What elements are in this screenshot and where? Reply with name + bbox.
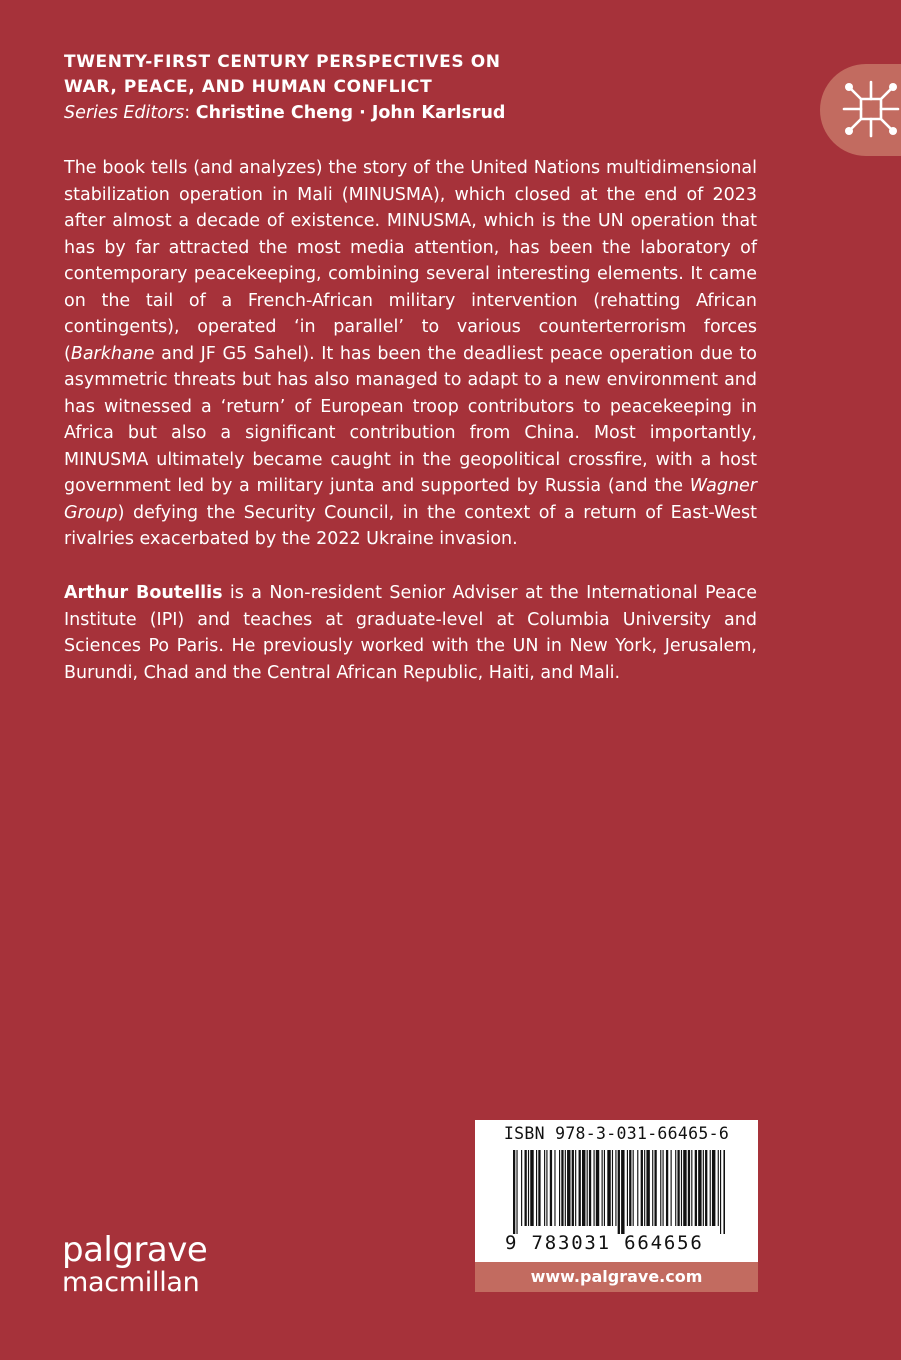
barcode-bar [554,1150,555,1226]
logo-line1: palgrave [62,1230,208,1270]
series-title-line1: TWENTY-FIRST CENTURY PERSPECTIVES ON [64,52,501,72]
barcode-bar [618,1150,620,1234]
barcode-bar [567,1150,570,1226]
barcode-bar [710,1150,711,1226]
barcode-bar [646,1150,649,1226]
barcode-bar [582,1150,585,1226]
barcode-bar [654,1150,656,1226]
barcode-bar [637,1150,638,1226]
barcode-bar [695,1150,697,1226]
barcode-bar [604,1150,605,1226]
barcode-bar [602,1150,603,1226]
barcode-bar [688,1150,690,1226]
barcode-bar [516,1150,517,1234]
barcode-bar [594,1150,595,1226]
series-editors [64,100,664,126]
barcode-bar [644,1150,645,1226]
barcode-bar [561,1150,563,1226]
isbn-text: ISBN 978-3-031-66465-6 [503,1124,730,1143]
logo-line2: macmillan [62,1267,200,1298]
barcode-bar [546,1150,547,1226]
description-em-wagner: Wagner Group [64,476,757,523]
barcode-bar [703,1150,704,1226]
website-url: www.palgrave.com [475,1262,758,1292]
imprint-tab [820,64,901,156]
barcode-bar [652,1150,653,1226]
barcode-bar [633,1150,634,1226]
series-title-line2: WAR, PEACE, AND HUMAN CONFLICT [64,77,433,97]
barcode-bar [641,1150,643,1226]
barcode-bar [525,1150,527,1226]
barcode-bar [723,1150,725,1234]
barcode-digits: 9 783031 664656 [505,1232,704,1254]
barcode-bar [607,1150,610,1226]
series-editors-names: Christine Cheng · John Karlsrud [195,103,506,123]
description-part2: and JF G5 Sahel). It has been the deadliest peace operation due to asymmetric threats but has also managed to adapt to a new environment and has witnessed a ‘return’ of European troop contributors to peacekeeping in Africa but also a significant contribution from China. Most importantly, MINUSMA ultimately became caught in the geopolitical crossfire, with a host government led by a military junta and supported by Russia (and the [64,343,757,496]
barcode-bar [559,1150,560,1226]
barcode-bar [691,1150,692,1226]
book-description [64,155,757,553]
barcode-bar [589,1150,591,1226]
barcode-bar [705,1150,707,1226]
barcode-bar [575,1150,576,1226]
barcode-bar [718,1150,719,1226]
barcode-bar [544,1150,545,1226]
barcode-bar [698,1150,701,1226]
palgrave-network-icon [836,74,901,144]
barcode-bar [666,1150,668,1226]
barcode-bar [521,1150,522,1226]
series-editors-label: Series Editors [64,103,185,123]
author-bio-text: is a Non-resident Senior Adviser at the International Peace Institute (IPI) and teaches at graduate-level at Columbia University and Sciences Po Paris. He previously worked with the UN in New York, Jerusalem, Burundi, Chad and the Central African Republic, Haiti, and Mali. [64,583,757,683]
barcode-bar [587,1150,588,1226]
series-editors-separator: : [184,103,196,123]
barcode-bars [513,1150,725,1234]
barcode-bar [629,1150,631,1226]
barcode-bar [538,1150,540,1226]
description-part1: The book tells (and analyzes) the story of the United Nations multidimensional stabilization operation in Mali (MINUSMA), which closed at the end of 2023 after almost a decade of existence. MINUSMA, which is the UN operation that has by far attracted the most media attention, has been the laboratory of contemporary peacekeeping, combining several interesting elements. It came on the tail of a French-African military intervention (rehatting African contingents), operated ‘in parallel’ to various counterterrorism forces ( [64,158,757,364]
barcode-bar [660,1150,661,1226]
barcode-bar [683,1150,686,1226]
barcode-bar [677,1150,679,1226]
description-em-barkhane: Barkhane [70,343,155,364]
barcode-bar [671,1150,672,1226]
barcode-bar [579,1150,581,1226]
barcode-box [475,1120,758,1262]
barcode-bar [681,1150,682,1226]
barcode-bar [675,1150,676,1226]
barcode-bar [528,1150,529,1226]
barcode-bar [513,1150,515,1234]
barcode-bar [621,1150,624,1234]
publisher-logo [62,1232,207,1298]
description-part3: ) defying the Security Council, in the context of a return of East-West rivalries exacerbated by the 2022 Ukraine invasion. [64,502,757,549]
barcode-bar [627,1150,628,1226]
barcode-bar [536,1150,537,1226]
series-header [64,50,664,126]
barcode-bar [550,1150,552,1226]
barcode-bar [720,1150,721,1234]
barcode-bar [612,1150,613,1226]
barcode-bar [572,1150,574,1226]
barcode-bar [615,1150,616,1226]
barcode-bar [530,1150,533,1226]
author-name: Arthur Boutellis [64,583,223,603]
barcode-bar [712,1150,715,1226]
barcode-bar [596,1150,599,1226]
author-bio [64,580,757,686]
barcode-bar [565,1150,566,1226]
barcode-bar [663,1150,664,1226]
